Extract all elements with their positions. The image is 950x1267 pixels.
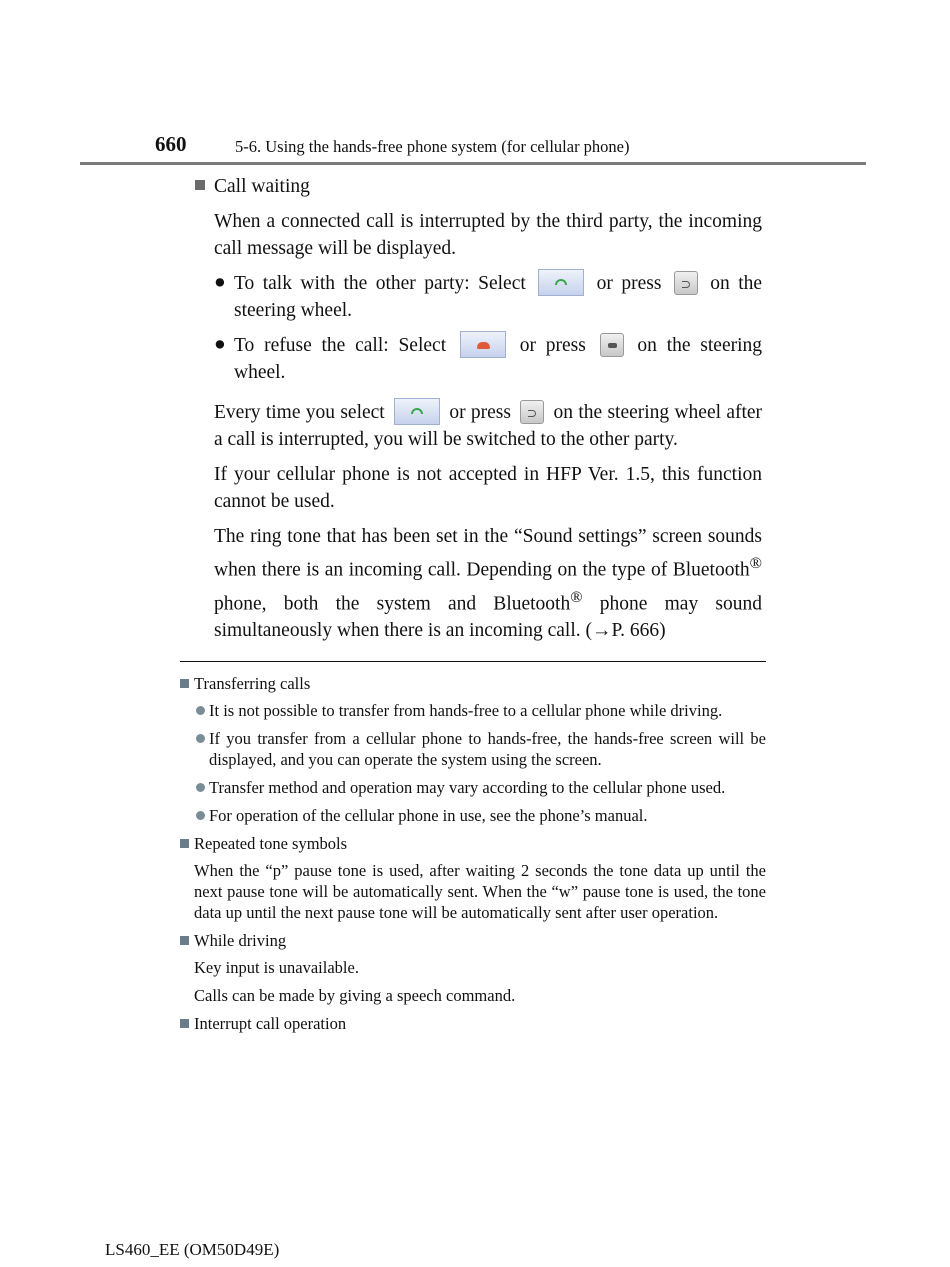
header-rule xyxy=(80,162,866,165)
square-bullet-icon xyxy=(195,180,205,190)
list-item: For operation of the cellular phone in use, see the phone’s manual. xyxy=(195,805,766,826)
while-driving-line-1: Key input is unavailable. xyxy=(194,958,359,977)
round-bullet-icon xyxy=(196,811,205,820)
list-item: Transfer method and operation may vary according to the cellular phone used. xyxy=(195,777,766,798)
registered-mark: ® xyxy=(749,554,762,572)
hfp-paragraph: If your cellular phone is not accepted in HFP Ver. 1.5, this function cannot be used. xyxy=(214,464,762,512)
square-bullet-icon xyxy=(180,936,189,945)
square-bullet-icon xyxy=(180,1019,189,1028)
round-bullet-icon: ● xyxy=(214,334,226,355)
list-item: If you transfer from a cellular phone to hands-free, the hands-free screen will be displayed, and you can operate the system using the screen. xyxy=(195,728,766,770)
list-item: It is not possible to transfer from hands-free to a cellular phone while driving. xyxy=(195,700,766,721)
interrupt-call-heading: Interrupt call operation xyxy=(180,1013,766,1034)
refuse-instruction: ● To refuse the call: Select or press on the steering wheel. xyxy=(214,331,762,386)
round-bullet-icon: ● xyxy=(214,272,226,293)
round-bullet-icon xyxy=(196,706,205,715)
while-driving-heading: While driving xyxy=(180,930,766,951)
while-driving-line-2: Calls can be made by giving a speech command. xyxy=(194,986,516,1005)
phone-end-icon xyxy=(460,331,506,358)
notes-divider xyxy=(180,661,766,662)
footer-model-code: LS460_EE (OM50D49E) xyxy=(105,1240,280,1259)
switch-party-paragraph: Every time you select or press on the steering wheel after a call is interrupted, you will be switched to the other party. xyxy=(214,398,762,453)
round-bullet-icon xyxy=(196,783,205,792)
square-bullet-icon xyxy=(180,679,189,688)
registered-mark: ® xyxy=(570,587,583,606)
main-content xyxy=(195,173,762,644)
repeated-tone-text: When the “p” pause tone is used, after waiting 2 seconds the tone data up until the next pause tone will be automatically sent. When the “w” pause tone is used, the tone data up until the next pause tone will be automatically sent after user operation. xyxy=(194,861,766,922)
call-waiting-intro: When a connected call is interrupted by the third party, the incoming call message will be displayed. xyxy=(214,211,762,259)
repeated-tone-heading: Repeated tone symbols xyxy=(180,833,766,854)
notes-section xyxy=(180,673,766,1040)
transferring-heading: Transferring calls xyxy=(180,673,766,694)
round-bullet-icon xyxy=(196,734,205,743)
steering-pickup-switch-icon xyxy=(674,271,698,295)
phone-talk-icon xyxy=(538,269,584,296)
square-bullet-icon xyxy=(180,839,189,848)
phone-talk-icon xyxy=(394,398,440,425)
steering-hangup-switch-icon xyxy=(600,333,624,357)
section-title: 5-6. Using the hands-free phone system (for cellular phone) xyxy=(235,137,630,156)
steering-pickup-switch-icon xyxy=(520,400,544,424)
page-number: 660 xyxy=(155,132,187,156)
talk-instruction: ● To talk with the other party: Select or press on the steering wheel. xyxy=(214,269,762,324)
ringtone-paragraph: The ring tone that has been set in the “Sound settings” screen sounds when there is an incoming call. Depending on the type of Bluetooth® phone, both the system and Bluetooth® phone may sound simultaneously when there is an incoming call. (→P. 666) xyxy=(214,526,762,641)
call-waiting-heading: Call waiting xyxy=(195,173,762,200)
